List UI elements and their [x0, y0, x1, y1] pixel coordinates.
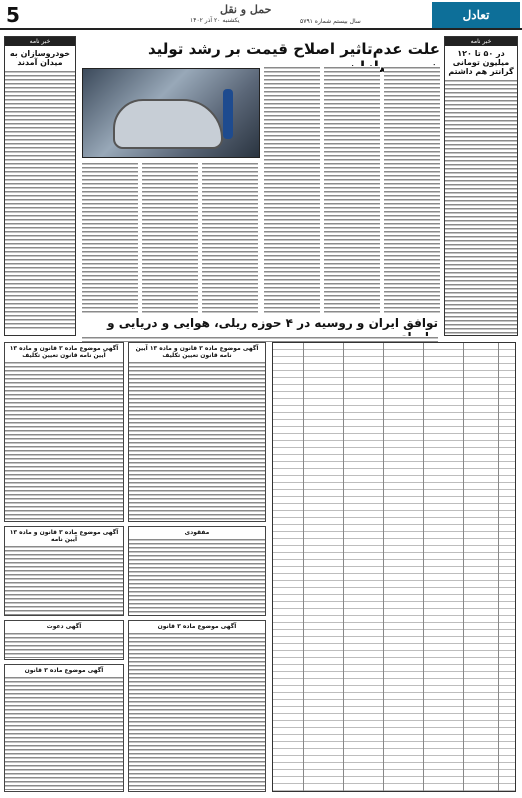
article-column	[82, 162, 138, 314]
lost-document-notice: مفقودی	[128, 526, 266, 616]
page-number: 5	[6, 3, 20, 27]
sidebar-tag: خبر نامه	[5, 37, 75, 46]
issue-number: سال بیستم شماره ۵۷۹۱	[300, 18, 361, 25]
sidebar-headline: در ۵۰ تا ۱۲۰ میلیون تومانی گرانتر هم داشتم	[448, 49, 514, 76]
article-photo	[82, 68, 260, 158]
page-header	[0, 0, 522, 30]
worker-figure	[223, 89, 233, 139]
article-column	[324, 66, 380, 314]
sidebar-body-text	[5, 70, 75, 330]
sidebar-tag: خبر نامه	[445, 37, 517, 46]
legal-notice: آگهی موضوع ماده ۳ قانون و ماده ۱۳ آیین نامه قانون تعیین تکلیف	[4, 342, 124, 522]
sidebar-headline: خودروسازان به میدان آمدند	[9, 49, 71, 67]
car-body-illustration	[113, 99, 223, 149]
right-sidebar	[444, 36, 518, 336]
issue-date: یکشنبه ۲۰ آذر ۱۴۰۲	[190, 17, 240, 24]
invitation-notice: آگهی دعوت	[4, 620, 124, 660]
legal-notice: آگهی موضوع ماده ۳ قانون و ماده ۱۳ آیین نامه قانون تعیین تکلیف	[128, 342, 266, 522]
newspaper-logo: تعادل	[432, 2, 520, 28]
article-column	[142, 162, 198, 314]
article-column	[264, 66, 320, 314]
article-column	[202, 162, 258, 314]
left-sidebar	[4, 36, 76, 336]
results-table	[272, 342, 516, 792]
main-headline: علت عدم‌تاثیر اصلاح قیمت بر رشد تولید	[147, 40, 440, 58]
article-column	[384, 66, 440, 314]
sidebar-body-text	[445, 79, 517, 334]
legal-notice: آگهی موضوع ماده ۳ قانون و ماده ۱۳ آیین نامه	[4, 526, 124, 616]
second-headline: توافق ایران و روسیه در ۴ حوزه ریلی، هوایی و دریایی و	[107, 316, 438, 330]
section-title: حمل و نقل	[220, 3, 272, 16]
legal-notice: آگهی موضوع ماده ۳ قانون	[128, 620, 266, 792]
legal-notice: آگهی موضوع ماده ۳ قانون	[4, 664, 124, 792]
